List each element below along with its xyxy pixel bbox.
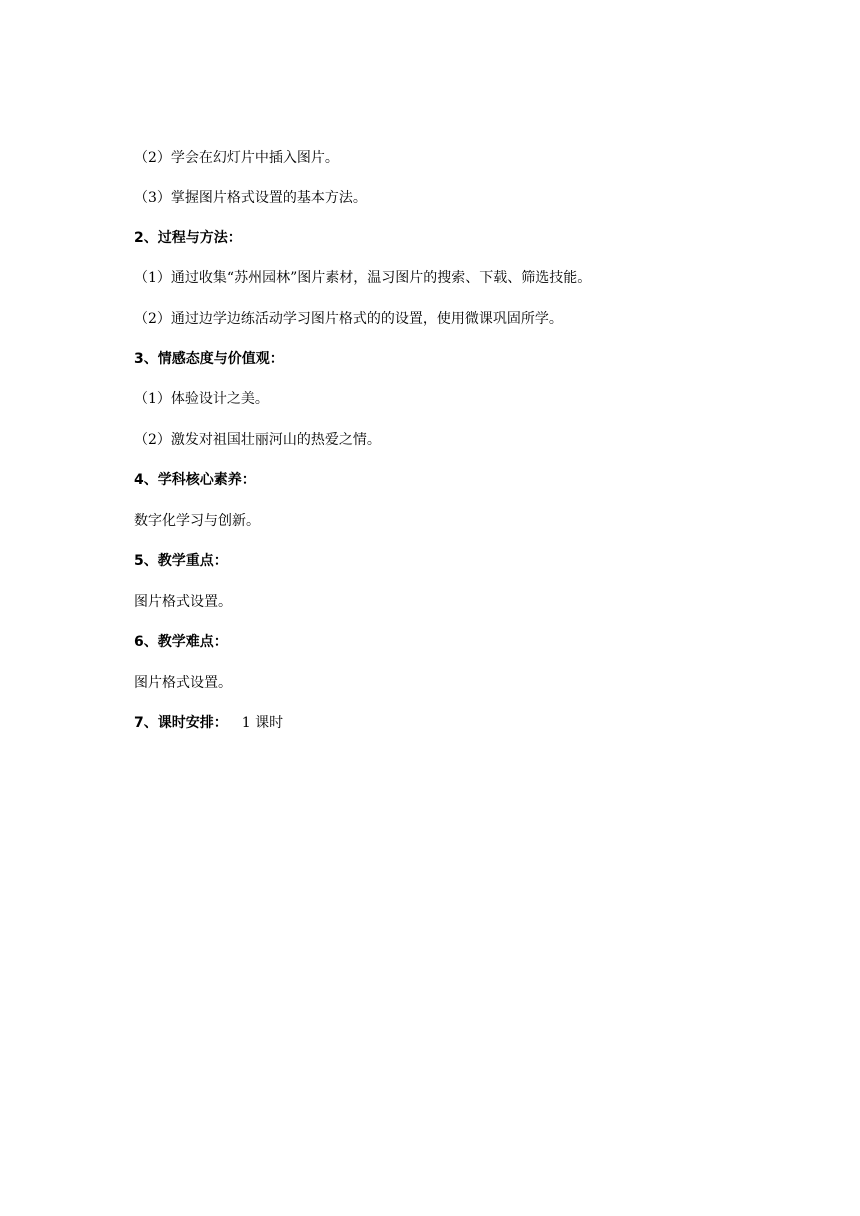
section-heading-difficulties: 6、教学难点：	[134, 634, 228, 650]
attitude-item-1: （1）体验设计之美。	[134, 391, 269, 407]
section-heading-key-points: 5、教学重点：	[134, 553, 228, 569]
objective-item-2: （2）学会在幻灯片中插入图片。	[134, 150, 339, 166]
difficulties-text: 图片格式设置。	[134, 675, 232, 691]
process-item-1: （1）通过收集“苏州园林”图片素材，温习图片的搜索、下载、筛选技能。	[134, 270, 592, 286]
key-points-text: 图片格式设置。	[134, 594, 232, 610]
core-literacy-text: 数字化学习与创新。	[134, 513, 260, 529]
section-heading-core-literacy: 4、学科核心素养：	[134, 472, 256, 488]
section-heading-process-methods: 2、过程与方法：	[134, 230, 242, 246]
schedule-label: 7、课时安排：	[134, 715, 228, 731]
process-item-2: （2）通过边学边练活动学习图片格式的的设置，使用微课巩固所学。	[134, 311, 563, 327]
objective-item-3: （3）掌握图片格式设置的基本方法。	[134, 190, 367, 206]
schedule-value: 1 课时	[241, 715, 284, 731]
section-heading-attitudes-values: 3、情感态度与价值观：	[134, 351, 284, 367]
attitude-item-2: （2）激发对祖国壮丽河山的热爱之情。	[134, 432, 381, 448]
section-heading-schedule	[134, 714, 283, 732]
